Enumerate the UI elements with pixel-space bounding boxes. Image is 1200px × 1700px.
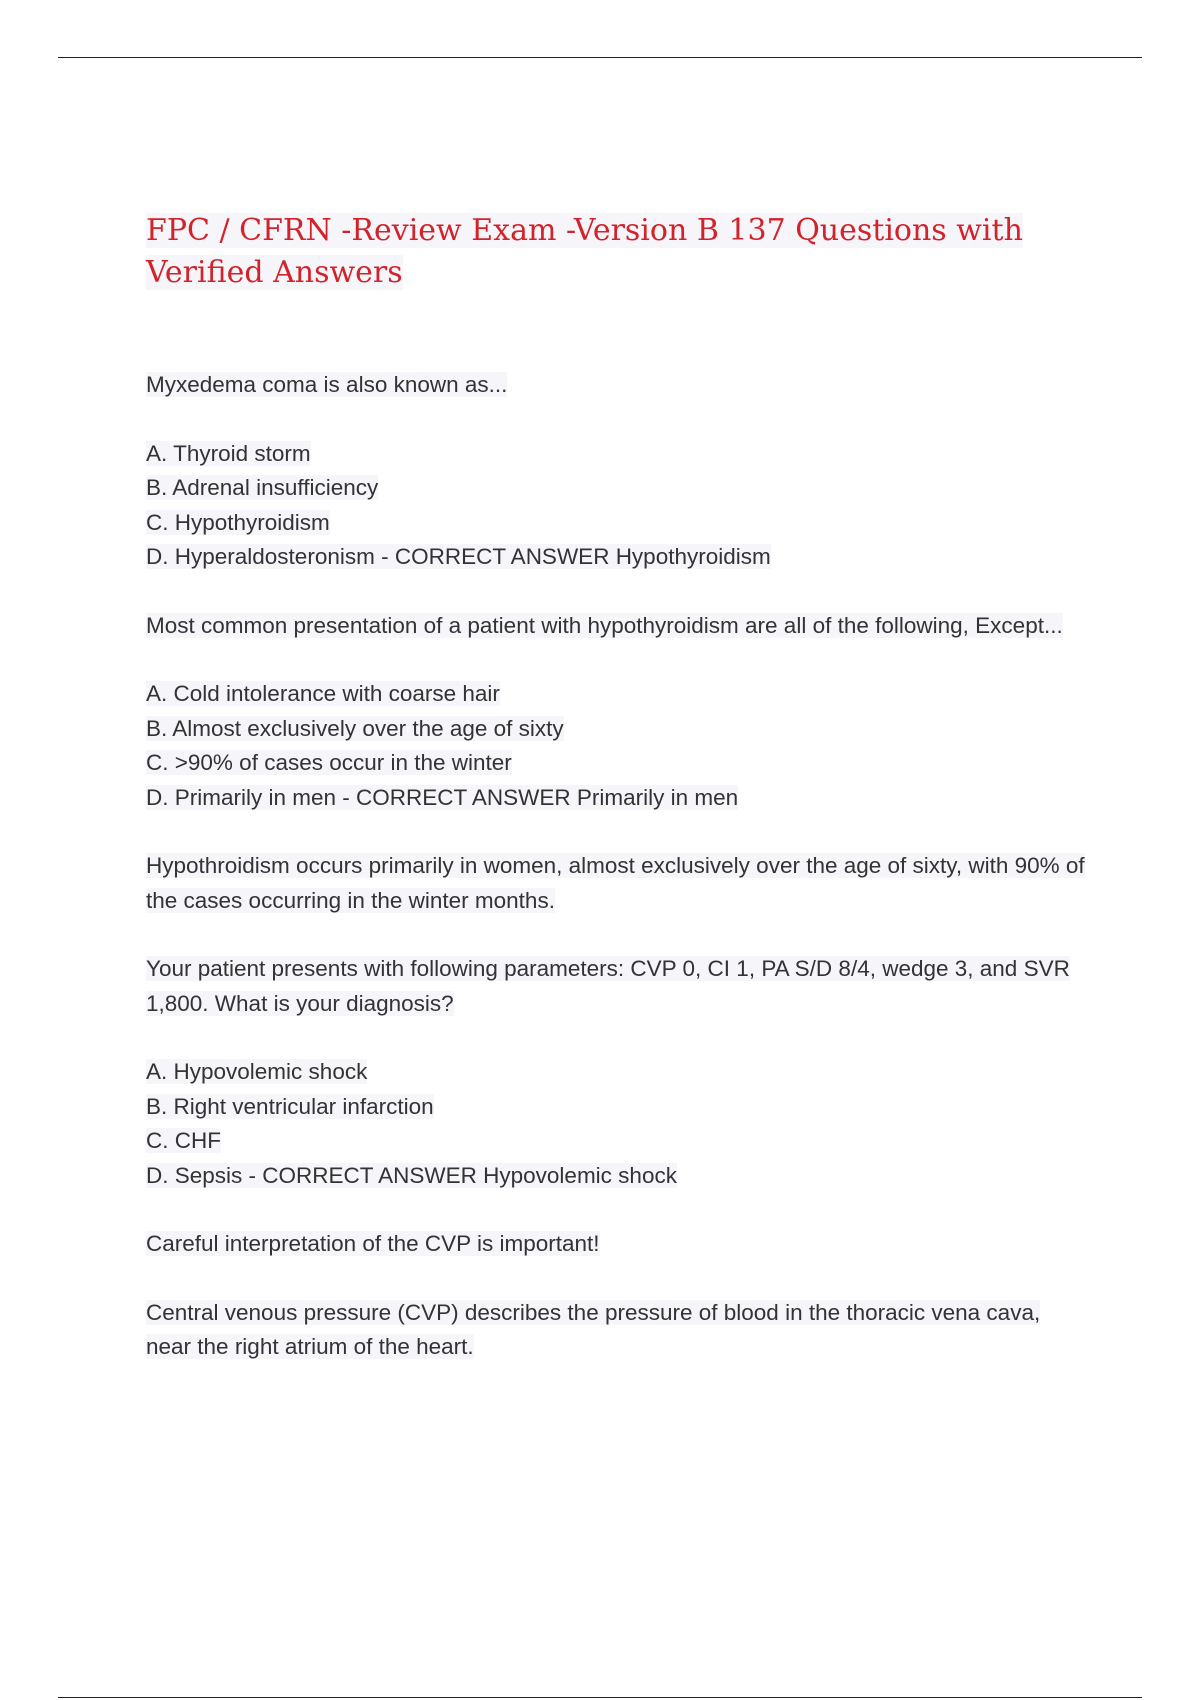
question-2-option-d: D. Primarily in men - CORRECT ANSWER Primarily in men xyxy=(146,784,739,810)
question-2-options xyxy=(146,677,1086,815)
question-1-options xyxy=(146,437,1086,575)
question-3-option-b: B. Right ventricular infarction xyxy=(146,1093,434,1119)
question-3-options xyxy=(146,1055,1086,1193)
question-1-option-c: C. Hypothyroidism xyxy=(146,509,330,535)
header-rule xyxy=(58,57,1142,58)
question-3-option-d: D. Sepsis - CORRECT ANSWER Hypovolemic shock xyxy=(146,1162,677,1188)
question-1-option-b: B. Adrenal insufficiency xyxy=(146,475,379,500)
document-title: FPC / CFRN -Review Exam -Version B 137 Questions with Verified Answers xyxy=(146,213,1023,290)
question-3-explanation-2: Central venous pressure (CVP) describes the pressure of blood in the thoracic vena cava, near the right atrium of the heart. xyxy=(146,1299,1041,1359)
question-2-option-c: C. >90% of cases occur in the winter xyxy=(146,750,512,775)
question-3-explanation: Careful interpretation of the CVP is important! xyxy=(146,1231,600,1256)
question-3-text: Your patient presents with following parameters: CVP 0, CI 1, PA S/D 8/4, wedge 3, and SVR 1,800. What is your diagnosis? xyxy=(146,956,1070,1016)
question-3-option-a: A. Hypovolemic shock xyxy=(146,1059,368,1084)
question-1-option-d: D. Hyperaldosteronism - CORRECT ANSWER Hypothyroidism xyxy=(146,544,771,569)
question-3-option-c: C. CHF xyxy=(146,1128,221,1153)
question-2-explanation: Hypothroidism occurs primarily in women, almost exclusively over the age of sixty, with 90% of the cases occurring in the winter months. xyxy=(146,853,1085,913)
document-body xyxy=(146,210,1086,1399)
question-1-option-a: A. Thyroid storm xyxy=(146,440,311,466)
question-2-option-b: B. Almost exclusively over the age of sixty xyxy=(146,715,564,741)
question-2-option-a: A. Cold intolerance with coarse hair xyxy=(146,681,500,706)
question-1-text: Myxedema coma is also known as... xyxy=(146,372,508,397)
question-2-text: Most common presentation of a patient with hypothyroidism are all of the following, Except... xyxy=(146,612,1063,638)
footer-rule xyxy=(58,1697,1142,1698)
